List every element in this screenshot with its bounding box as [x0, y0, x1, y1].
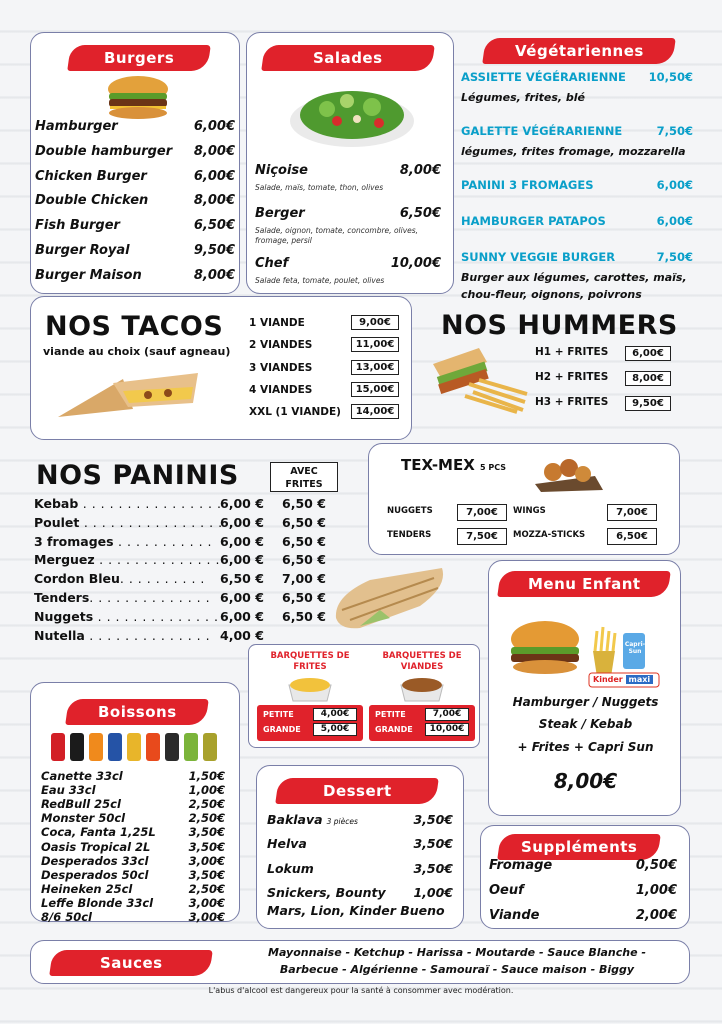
- panini-price-frites: 6,50 €: [282, 590, 326, 605]
- dessert-title: Dessert: [322, 782, 392, 800]
- dessert-last-line: Mars, Lion, Kinder Bueno: [267, 903, 445, 918]
- panini-name: Poulet: [34, 514, 80, 530]
- boissons-title: Boissons: [97, 703, 177, 721]
- vege-name: GALETTE VÉGÉRARIENNE: [461, 124, 623, 138]
- dessert-price: 1,00€: [413, 884, 453, 900]
- vege-banner: [482, 38, 676, 64]
- burger-image: [103, 75, 173, 121]
- barquette-frites-price-panel: [257, 705, 363, 741]
- barquette-frites-title: BARQUETTES DE FRITES: [270, 651, 350, 672]
- boisson-name: Monster 50cl: [41, 811, 126, 826]
- tacos-section: [30, 296, 412, 440]
- tacos-option: 2 VIANDES: [249, 339, 313, 352]
- vege-name: PANINI 3 FROMAGES: [461, 178, 594, 192]
- panini-price: 6,00 €: [220, 496, 264, 511]
- boisson-price: 2,50€: [188, 811, 225, 826]
- panini-dots: . . . . . . . . . . . . . . . .: [78, 496, 222, 511]
- burger-name: Hamburger: [35, 119, 118, 134]
- hummer-option: H2 + FRITES: [535, 371, 609, 383]
- supplement-price: 0,50€: [635, 858, 677, 873]
- panini-dots: . . . . . . . . . .: [119, 571, 205, 587]
- supplements-banner: [497, 834, 661, 860]
- salade-name: Niçoise: [255, 163, 308, 178]
- texmex-item: WINGS: [513, 506, 546, 516]
- texmex-price: 7,00€: [607, 504, 657, 521]
- enfant-banner: [497, 571, 671, 597]
- dessert-banner: [275, 778, 439, 804]
- enfant-line-1: Hamburger / Nuggets: [512, 695, 659, 709]
- vege-name: HAMBURGER PATAPOS: [461, 214, 606, 228]
- boisson-name: Desperados 33cl: [41, 853, 149, 868]
- panini-row: [34, 571, 205, 586]
- barquette-viandes-size: GRANDE: [375, 725, 413, 734]
- boisson-price: 3,00€: [188, 895, 225, 910]
- salade-desc: Salade, oignon, tomate, concombre, olives, fromage, persil: [255, 226, 419, 245]
- panini-dots: . . . . . . . . . . .: [113, 533, 212, 549]
- boisson-name: Eau 33cl: [41, 783, 96, 798]
- panini-price-frites: 6,50 €: [282, 608, 326, 624]
- vege-title: Végétariennes: [514, 42, 644, 60]
- texmex-title: [401, 456, 506, 474]
- barquette-frites: [257, 651, 363, 743]
- texmex-item: TENDERS: [387, 530, 432, 540]
- burger-price: 6,50€: [193, 218, 235, 234]
- dessert-row: [267, 836, 307, 851]
- salade-desc: Salade, maïs, tomate, thon, olives: [255, 183, 384, 192]
- salad-image: [287, 79, 417, 149]
- panini-name: Merguez: [34, 552, 95, 568]
- texmex-item: NUGGETS: [387, 506, 433, 516]
- panini-dots: . . . . . . . . . . . . . .: [94, 552, 220, 568]
- tacos-subtitle: viande au choix (sauf agneau): [43, 345, 231, 358]
- burger-price: 8,00€: [193, 193, 235, 209]
- boisson-name: 8/6 50cl: [41, 910, 92, 924]
- boisson-price: 3,50€: [188, 825, 225, 840]
- salades-section: [246, 32, 454, 294]
- supplements-title: Suppléments: [520, 838, 638, 856]
- burger-price: 8,00€: [193, 143, 235, 159]
- burger-price: 6,00€: [193, 119, 235, 134]
- salade-price: 8,00€: [399, 163, 441, 178]
- salade-desc: Salade feta, tomate, poulet, olives: [255, 276, 385, 285]
- hummer-price: 9,50€: [625, 396, 671, 411]
- dessert-note: 3 pièces: [326, 817, 358, 826]
- sauces-line-1: Mayonnaise - Ketchup - Harissa - Moutarde - Sauce Blanche -: [268, 946, 646, 959]
- dessert-price: 3,50€: [413, 836, 453, 852]
- texmex-pcs: 5 PCS: [480, 463, 507, 472]
- dessert-name: Baklava: [267, 812, 323, 827]
- panini-price: 6,00 €: [220, 514, 264, 530]
- panini-image: [330, 566, 450, 632]
- supplement-price: 1,00€: [635, 883, 677, 898]
- sauces-section: [30, 940, 690, 984]
- dessert-price: 3,50€: [413, 860, 453, 876]
- vege-price: 6,00€: [656, 214, 693, 228]
- capri-sun-label: Capri-Sun: [624, 641, 646, 655]
- boisson-name: Oasis Tropical 2L: [41, 839, 151, 854]
- panini-price: 6,00 €: [220, 590, 264, 605]
- supplements-section: [480, 825, 690, 929]
- panini-row: [34, 515, 223, 530]
- burgers-title: Burgers: [103, 49, 175, 67]
- panini-row: [34, 609, 218, 624]
- barquette-frites-price: 4,00€: [313, 708, 357, 721]
- burgers-section: [30, 32, 240, 294]
- dessert-price: 3,50€: [413, 812, 453, 827]
- panini-dots: . . . . . . . . . . . . . .: [89, 590, 211, 605]
- barquettes-section: [248, 644, 480, 748]
- barquette-frites-price: 5,00€: [313, 723, 357, 736]
- boisson-name: Canette 33cl: [41, 769, 123, 783]
- boisson-name: Heineken 25cl: [41, 881, 133, 896]
- panini-price: 6,00 €: [220, 552, 264, 568]
- barquette-viandes-title: BARQUETTES DE VIANDES: [382, 651, 462, 672]
- panini-dots: . . . . . . . . . . . . . .: [93, 608, 219, 624]
- dessert-name: Lokum: [267, 860, 314, 876]
- tacos-price: 9,00€: [351, 315, 399, 330]
- hummer-price: 8,00€: [625, 371, 671, 386]
- vege-section: [458, 32, 703, 302]
- boisson-name: RedBull 25cl: [41, 797, 121, 812]
- boisson-price: 3,00€: [188, 853, 225, 868]
- salades-banner: [261, 45, 435, 71]
- enfant-title: Menu Enfant: [527, 575, 641, 593]
- tacos-option: 3 VIANDES: [249, 361, 313, 374]
- vege-price: 10,50€: [648, 70, 693, 84]
- boissons-section: [30, 682, 240, 922]
- tacos-price: 14,00€: [351, 404, 399, 419]
- burger-price: 9,50€: [193, 243, 235, 258]
- boisson-price: 3,50€: [188, 867, 225, 882]
- burger-name: Fish Burger: [35, 218, 120, 234]
- boisson-price: 3,50€: [188, 839, 225, 854]
- dessert-section: [256, 765, 464, 929]
- barquette-frites-image: [285, 675, 335, 703]
- panini-name: Cordon Bleu: [34, 571, 120, 587]
- hummers-section: [425, 300, 705, 430]
- kinder-text: Kinder: [593, 675, 623, 684]
- panini-name: 3 fromages: [34, 533, 114, 549]
- texmex-title-text: TEX-MEX: [401, 456, 475, 474]
- kinder-label: [593, 675, 653, 684]
- kinder-maxi-text: maxi: [626, 675, 654, 684]
- barquette-viandes-image: [397, 675, 447, 703]
- burger-name: Double hamburger: [35, 143, 173, 159]
- barquette-viandes-price: 7,00€: [425, 708, 469, 721]
- supplement-price: 2,00€: [635, 908, 677, 923]
- vege-price: 6,00€: [656, 178, 693, 192]
- tacos-option: XXL (1 VIANDE): [249, 406, 341, 419]
- sauces-banner: [49, 950, 213, 976]
- enfant-section: [488, 560, 681, 816]
- dessert-row: [267, 861, 314, 876]
- enfant-line-3: + Frites + Capri Sun: [517, 740, 654, 754]
- panini-row: [34, 496, 221, 511]
- panini-name: Kebab: [34, 496, 79, 511]
- boisson-name: Leffe Blonde 33cl: [41, 895, 154, 910]
- barquette-frites-size: PETITE: [263, 710, 294, 719]
- dessert-name: Snickers, Bounty: [267, 884, 386, 900]
- texmex-price: 7,50€: [457, 528, 507, 545]
- burger-price: 6,00€: [193, 168, 235, 184]
- paninis-section: [30, 452, 370, 652]
- hummers-title: NOS HUMMERS: [441, 310, 678, 341]
- panini-price: 4,00 €: [220, 627, 264, 643]
- salade-name: Berger: [255, 206, 305, 221]
- panini-price: 6,00 €: [220, 608, 264, 624]
- panini-price-frites: 6,50 €: [282, 533, 326, 549]
- supplement-name: Viande: [489, 908, 540, 923]
- boisson-price: 1,00€: [188, 783, 225, 798]
- panini-dots: . . . . . . . . . . . . . . . .: [79, 514, 223, 530]
- panini-price-frites: 6,50 €: [282, 514, 326, 530]
- enfant-line-2: Steak / Kebab: [538, 717, 633, 731]
- panini-price-frites: 6,50 €: [282, 552, 326, 568]
- tacos-option: 1 VIANDE: [249, 317, 305, 329]
- dessert-row: [267, 885, 386, 900]
- barquette-viandes-size: PETITE: [375, 710, 406, 719]
- texmex-image: [531, 454, 607, 494]
- dessert-name: Helva: [267, 836, 307, 852]
- hummer-option: H1 + FRITES: [535, 346, 609, 358]
- salade-price: 6,50€: [399, 206, 441, 221]
- boisson-price: 2,50€: [188, 797, 225, 812]
- vege-price: 7,50€: [656, 124, 693, 138]
- boisson-name: Coca, Fanta 1,25L: [41, 825, 156, 840]
- boisson-price: 2,50€: [188, 881, 225, 896]
- vege-desc: Burger aux légumes, carottes, maïs, chou-fleur, oignons, poivrons: [461, 271, 687, 301]
- burger-name: Burger Royal: [35, 243, 130, 258]
- vege-price: 7,50€: [656, 250, 693, 264]
- vege-name: ASSIETTE VÉGÉRARIENNE: [461, 70, 626, 84]
- burger-name: Burger Maison: [35, 267, 142, 283]
- texmex-item: MOZZA-STICKS: [513, 530, 586, 540]
- texmex-price: 7,00€: [457, 504, 507, 521]
- hummer-price: 6,00€: [625, 346, 671, 361]
- hummer-image: [429, 344, 529, 414]
- tacos-price: 13,00€: [351, 360, 399, 375]
- panini-dots: . . . . . . . . . . . . . .: [84, 627, 211, 643]
- panini-price: 6,00 €: [220, 533, 264, 549]
- footer-warning: L'abus d'alcool est dangereux pour la santé à consommer avec modération.: [208, 986, 514, 995]
- vege-desc: Légumes, frites, blé: [461, 91, 586, 104]
- vege-name: SUNNY VEGGIE BURGER: [461, 250, 616, 264]
- salade-price: 10,00€: [390, 256, 441, 271]
- tacos-title: NOS TACOS: [45, 311, 224, 342]
- boisson-name: Desperados 50cl: [41, 867, 149, 882]
- panini-price-frites: 7,00 €: [282, 571, 326, 587]
- panini-name: Nutella: [34, 627, 85, 643]
- panini-name: Nuggets: [34, 608, 94, 624]
- tacos-option: 4 VIANDES: [249, 383, 313, 396]
- texmex-price: 6,50€: [607, 528, 657, 545]
- panini-price-frites: 6,50 €: [282, 496, 326, 511]
- barquette-viandes-price-panel: [369, 705, 475, 741]
- boissons-banner: [65, 699, 209, 725]
- tacos-price: 15,00€: [351, 382, 399, 397]
- vege-desc: légumes, frites fromage, mozzarella: [461, 145, 686, 158]
- panini-row: [34, 628, 210, 643]
- paninis-title: NOS PANINIS: [36, 460, 239, 491]
- barquette-viandes-price: 10,00€: [425, 723, 469, 736]
- salades-title: Salades: [313, 49, 383, 67]
- panini-name: Tenders: [34, 590, 90, 605]
- tacos-image: [53, 369, 203, 425]
- cans-image: [49, 729, 219, 763]
- burger-price: 8,00€: [193, 267, 235, 283]
- boisson-price: 3,00€: [188, 910, 225, 924]
- panini-row: [34, 534, 212, 549]
- avec-frites-label: AVEC FRITES: [270, 462, 338, 492]
- burgers-banner: [67, 45, 211, 71]
- hummer-option: H3 + FRITES: [535, 396, 609, 408]
- sauces-line-2: Barbecue - Algérienne - Samouraï - Sauce maison - Biggy: [279, 963, 635, 976]
- enfant-price: 8,00€: [553, 769, 618, 793]
- boisson-price: 1,50€: [188, 769, 225, 783]
- supplement-name: Oeuf: [489, 883, 524, 898]
- salade-name: Chef: [255, 256, 289, 271]
- barquette-frites-size: GRANDE: [263, 725, 301, 734]
- dessert-row: [267, 812, 358, 827]
- burger-name: Chicken Burger: [35, 168, 147, 184]
- barquette-viandes: [369, 651, 475, 743]
- sauces-title: Sauces: [99, 954, 163, 972]
- burger-name: Double Chicken: [35, 193, 149, 209]
- panini-price: 6,50 €: [220, 571, 264, 587]
- supplement-name: Fromage: [489, 858, 553, 873]
- tacos-price: 11,00€: [351, 337, 399, 352]
- texmex-section: [368, 443, 680, 555]
- panini-row: [34, 590, 210, 605]
- panini-row: [34, 552, 220, 567]
